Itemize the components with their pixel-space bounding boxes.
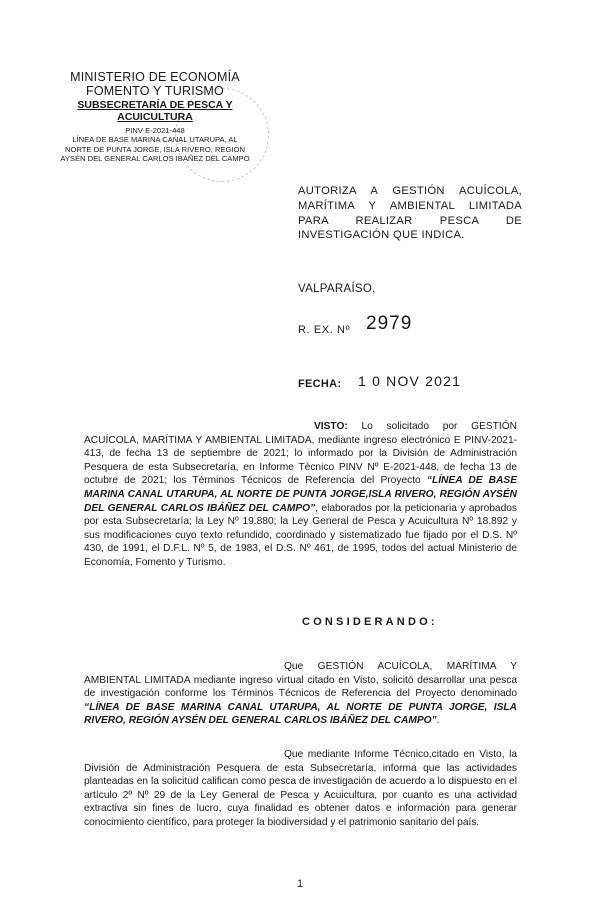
reference-line-2: NORTE DE PUNTA JORGE, ISLA RIVERO, REGIÓN: [65, 144, 245, 154]
letterhead: [40, 70, 270, 164]
visto-paragraph: [84, 420, 517, 570]
visto-lead: VISTO:: [314, 421, 348, 432]
considerando-1-project-name: “LÍNEA DE BASE MARINA CANAL UTARUPA, AL NORTE DE PUNTA JORGE, ISLA RIVERO, REGIÓN AYSÉN DEL GENERAL CARLOS IBÁÑEZ DEL CAMPO”: [84, 701, 517, 727]
visto-text-1: Lo solicitado por GESTIÓN ACUÍCOLA, MARÍTIMA Y AMBIENTAL LIMITADA, mediante ingreso electrónico E PINV-2021-413, de fecha 13 de septiembre de 2021; lo informado por la División de Administración Pesquera de esta Subsecretaría, en Informe Técnico PINV Nº E-2021-448, de fecha 13 de octubre de 2021; los Términos Técnicos de Referencia del Proyecto: [84, 421, 517, 487]
resolution-number: 2979: [366, 313, 413, 334]
reference-line-3: AYSÉN DEL GENERAL CARLOS IBÁÑEZ DEL CAMPO: [60, 154, 250, 164]
page-number: 1: [296, 878, 304, 890]
place-line: VALPARAÍSO,: [298, 283, 376, 295]
ministry-line-1: MINISTERIO DE ECONOMÍA: [70, 70, 240, 84]
considerando-2-text: Que mediante Informe Técnico,citado en Visto, la División de Administración Pesquera de esta Subsecretaría, informa que las actividades planteadas en la solicitud califican como pesca de investigación de acuerdo a lo dispuesto en el artículo 2º Nº 29 de la Ley General de Pesca y Acuicultura, por cuanto es una actividad extractiva sin fines de lucro, cuya finalidad es obtener datos e información para generar conocimiento científico, para proteger la biodiversidad y el patrimonio sanitario del país.: [84, 749, 517, 829]
resolution-subject: AUTORIZA A GESTIÓN ACUÍCOLA, MARÍTIMA Y AMBIENTAL LIMITADA PARA REALIZAR PESCA DE INVESTIGACIÓN QUE INDICA.: [298, 185, 522, 242]
reference-block: [40, 126, 270, 164]
considerando-1-text-2: .: [436, 715, 440, 727]
reference-code: PINV E-2021-448: [125, 125, 185, 135]
ministry-line-2: FOMENTO Y TURISMO: [86, 84, 224, 99]
considerando-1-text-1: Que GESTIÓN ACUÍCOLA, MARÍTIMA Y AMBIENTAL LIMITADA mediante ingreso virtual citado en Visto, solicitó desarrollar una pesca de investigación conforme los Términos Técnicos de Referencia del Proyecto denominado: [84, 661, 517, 700]
subsecretary-line-1: SUBSECRETARÍA DE PESCA Y: [77, 98, 233, 111]
date-label: FECHA:: [298, 378, 342, 390]
considerando-paragraph-1: [84, 660, 517, 728]
visto-text-2: , elaborados por la peticionaria y aprobados por esta Subsecretaría; la Ley Nº 19.880; la Ley General de Pesca y Acuicultura Nº 18.892 y sus modificaciones cuyo texto refundido, coordinado y sistematizado fue fijado por el D.S. Nº 430, de 1991, el D.F.L. Nº 5, de 1983, el D.S. Nº 461, de 1995, todos del actual Ministerio de Economía, Fomento y Turismo.: [84, 502, 517, 569]
reference-line-1: LÍNEA DE BASE MARINA CANAL UTARUPA, AL: [72, 135, 238, 145]
resolution-label: R. EX. Nº: [298, 324, 351, 336]
subsecretary-line-2: ACUICULTURA: [117, 110, 193, 123]
considerando-heading: CONSIDERANDO:: [302, 616, 438, 628]
considerando-paragraph-2: [84, 748, 517, 830]
date-stamp: 1 0 NOV 2021: [358, 373, 462, 389]
visto-project-name: “LÍNEA DE BASE MARINA CANAL UTARUPA, AL NORTE DE PUNTA JORGE,ISLA RIVERO, REGIÓN AYSÉN DEL GENERAL CARLOS IBÁÑEZ DEL CAMPO”: [84, 475, 517, 514]
